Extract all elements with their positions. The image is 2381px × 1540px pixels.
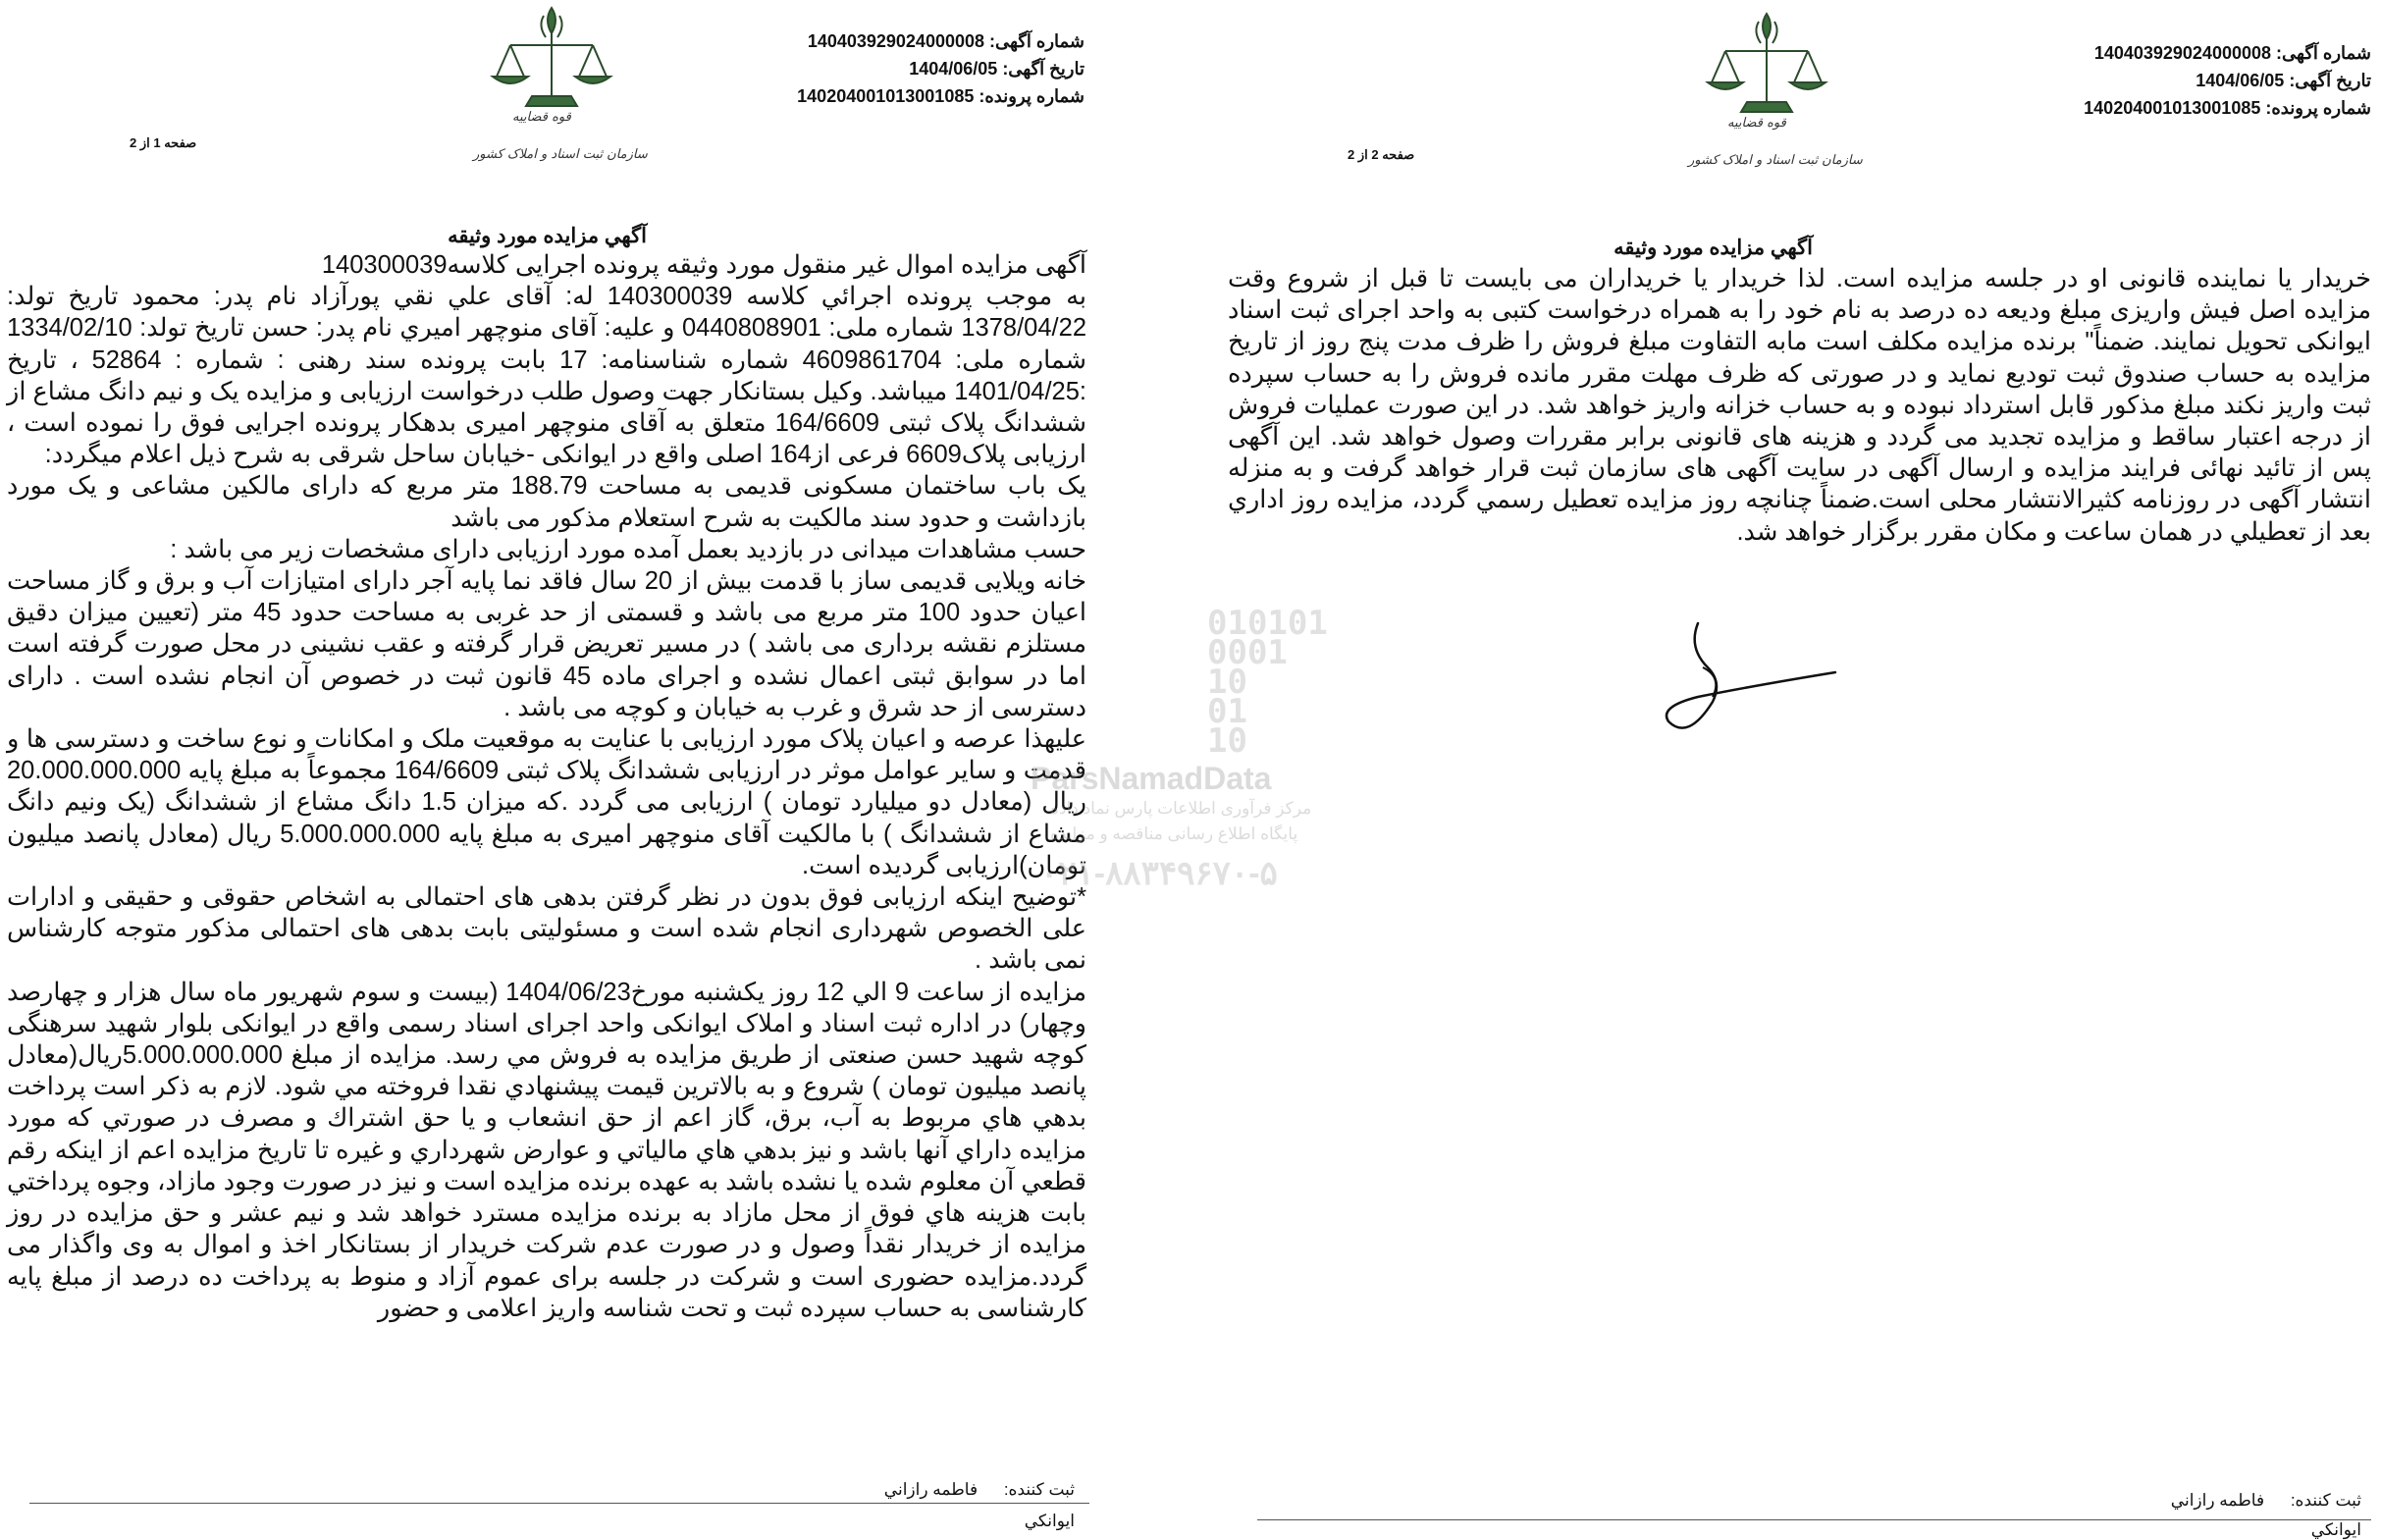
footer-divider — [29, 1503, 1089, 1504]
emblem-line-1: قوه قضاییه — [512, 110, 571, 125]
judiciary-emblem — [453, 0, 669, 182]
ad-meta — [1959, 39, 2371, 122]
ad-number-row — [1959, 39, 2371, 67]
emblem-line-2: سازمان ثبت اسناد و املاک کشور — [1688, 153, 1863, 168]
ad-number: 140403929024000008 — [2093, 43, 2272, 63]
watermark-tagline-2: پایگاه اطلاع رسانی مناقصه و مزایده — [1050, 824, 1298, 843]
ad-page-1 — [0, 0, 1094, 1530]
registrar-name: فاطمه رازاني — [2170, 1491, 2265, 1510]
ad-title: آگهي مزايده مورد وثيقه — [1614, 237, 1813, 259]
watermark-brand: ParsNamadData — [1031, 761, 1272, 796]
case-number-row — [1959, 94, 2371, 122]
ad-number: 140403929024000008 — [807, 31, 985, 51]
ad-title: آگهي مزايده مورد وثيقه — [448, 225, 647, 247]
ad-number-row — [672, 27, 1085, 55]
case-number: 140204001013001085 — [797, 86, 975, 106]
ad-page-2 — [1222, 0, 2381, 1539]
page-count: صفحه 2 از 2 — [1348, 147, 1415, 162]
emblem-line-2: سازمان ثبت اسناد و املاک کشور — [473, 147, 648, 162]
ad-number-label: شماره آگهی: — [989, 31, 1085, 51]
ad-date-label: تاریخ آگهی: — [2289, 71, 2371, 90]
registrar-city: ايوانکي — [2310, 1520, 2361, 1539]
page-count: صفحه 1 از 2 — [130, 135, 197, 150]
watermark-phone: ۰۲۱-۸۸۳۴۹۶۷۰-۵ — [1040, 855, 1278, 892]
registrar-name: فاطمه رازاني — [883, 1480, 979, 1499]
ad-meta — [672, 27, 1085, 110]
registrar-city: ايوانکي — [1024, 1512, 1075, 1530]
registrar-label: ثبت کننده: — [1003, 1480, 1075, 1499]
ad-date-row — [1959, 67, 2371, 94]
ad-date-row — [672, 55, 1085, 82]
signature-icon — [1649, 609, 1845, 756]
footer-divider — [1257, 1519, 2371, 1520]
ad-number-label: شماره آگهی: — [2276, 43, 2371, 63]
registrar — [884, 1480, 1075, 1500]
ad-date: 1404/06/05 — [909, 59, 998, 79]
registrar — [2171, 1491, 2361, 1511]
watermark-tagline-1: مرکز فرآوری اطلاعات پارس نماد داده — [1050, 799, 1312, 818]
ad-body-text: آگهی مزایده اموال غیر منقول مورد وثیقه پرونده اجرایی کلاسه140300039 به موجب پرونده اجرائي کلاسه 140300039 له: آقای علي نقي پورآزاد نام پدر: محمود تاريخ تولد: 1378/04/22 شماره ملی: 0440808901 و علیه: آقای منوچهر اميري نام پدر: حسن تاريخ تولد: 1334/02/10 شماره ملی: 4609861704 شماره شناسنامه: 17 بابت پرونده سند رهنی : شماره : 52864 ، تاریخ :1401/04/25 میباشد. وکیل بستانکار جهت وصول طلب درخواست ارزیابی و مزایده یک و نیم دانگ مشاع از ششدانگ پلاک ثبتی 164/6609 متعلق به آقای منوچهر امیری بدهکار پرونده اجرایی فوق را نموده است ، ارزیابی پلاک6609 فرعی از164 اصلی واقع در ایوانکی -خیابان ساحل شرقی به شرح ذیل اعلام میگردد: یک باب ساختمان مسکونی قدیمی به مساحت 188.79 متر مربع که دارای مالکین مشاعی و یک مورد بازداشت و حدود سند مالکیت به شرح استعلام مذکور می باشد حسب مشاهدات میدانی در بازدید بعمل آمده مورد ارزیابی دارای مشخصات زیر می باشد : خانه ویلایی قدیمی ساز با قدمت بیش از 20 سال فاقد نما پایه آجر دارای امتیازات آب و برق و گاز مساحت اعیان حدود 100 متر مربع می باشد و قسمتی از حد غربی به مساحت حدود 45 متر (تعیین میزان دقیق مستلزم نقشه برداری می باشد ) در مسیر تعریض قرار گرفته و عقب نشینی در محل صورت گرفته است اما در سوابق ثبتی اعمال نشده و اجرای ماده 45 قانون ثبت در خصوص آن انجام نشده است . دارای دسترسی از حد شرق و غرب به خیابان و کوچه می باشد . علیهذا عرصه و اعیان پلاک مورد ارزیابی با عنایت به موقعیت ملک و امکانات و نوع ساخت و دسترسی ها و قدمت و سایر عوامل موثر در ارزیابی ششدانگ پلاک ثبتی 164/6609 مجموعاً به مبلغ پایه 20.000.000.000 ریال (معادل دو میلیارد تومان ) ارزیابی می گردد .که میزان 1.5 دانگ مشاع از ششدانگ (یک ونیم دانگ مشاع از ششدانگ ) با مالکیت آقای منوچهر امیری به مبلغ پایه 5.000.000.000 ریال (معادل پانصد میلیون تومان)ارزیابی گردیده است. *توضیح اینکه ارزیابی فوق بدون در نظر گرفتن بدهی های احتمالی به اشخاص حقوقی و حقیقی و ادارات علی الخصوص شهرداری انجام شده است و مسئولیتی بابت بدهی های احتمالی مذکور متوجه کارشناس نمی باشد . مزایده از ساعت 9 الي 12 روز يکشنبه مورخ1404/06/23 (بيست و سوم شهريور ماه سال هزار و چهارصد وچهار) در اداره ثبت اسناد و املاک ایوانکی واحد اجرای اسناد رسمی واقع در ایوانکی بلوار شهید سرهنگی کوچه شهید حسن صنعتی از طریق مزایده به فروش مي رسد. مزايده از مبلغ 5.000.000.000ريال(معادل پانصد ميليون تومان ) شروع و به بالاترين قيمت پيشنهادي نقدا فروخته مي شود. لازم به ذکر است پرداخت بدهي هاي مربوط به آب، برق، گاز اعم از حق انشعاب و يا حق اشتراك و مصرف در صورتي که مورد مزايده داراي آنها باشد و نيز بدهي هاي مالياتي و عوارض شهرداري و غيره تا تاريخ مزايده اعم از اينکه رقم قطعي آن معلوم شده يا نشده باشد به عهده برنده مزايده است و نيز در صورت وجود مازاد، وجوه پرداختي بابت هزينه هاي فوق از محل مازاد به برنده مزايده مسترد خواهد شد و نيم عشر و حق مزايده در روز مزايده از خريدار نقداً وصول و در صورت عدم شرکت خريدار از بستانکار اخذ و اموال به وی واگذار می گردد.مزایده حضوری است و شرکت در جلسه برای عموم آزاد و منوط به پرداخت ده درصد از مبلغ پایه کارشناسی به حساب سپرده ثبت و تحت شناسه واریز اعلامی و حضور — [7, 251, 1087, 1322]
case-number: 140204001013001085 — [2084, 98, 2261, 118]
emblem-line-1: قوه قضاییه — [1727, 116, 1786, 131]
case-number-label: شماره پرونده: — [979, 86, 1085, 106]
case-number-label: شماره پرونده: — [2265, 98, 2371, 118]
ad-date-label: تاریخ آگهی: — [1002, 59, 1085, 79]
registrar-label: ثبت کننده: — [2290, 1491, 2361, 1510]
ad-body-text: خریدار یا نماینده قانونی او در جلسه مزایده است. لذا خریدار یا خریداران می بایست تا قبل از شروع وقت مزایده اصل فیش واریزی مبلغ ودیعه ده درصد به نام خود را به همراه درخواست کتبی به واحد اجرای ثبت اسناد ایوانکی تحویل نمایند. ضمناً" برنده مزایده مکلف است مابه التفاوت مبلغ فروش را ظرف مدت پنج روز از تاریخ مزایده به حساب صندوق ثبت تودیع نماید و در صورتی که ظرف مهلت مقرر مانده فروش را به حساب سپرده ثبت واریز نکند مبلغ مذکور قابل استرداد نبوده و به حساب خزانه واریز خواهد شد. در این صورت عملیات فروش از درجه اعتبار ساقط و مزایده تجدید می گردد و هزینه های قانونی برابر مقررات وصول خواهد شد. این آگهی پس از تائید نهائی فرایند مزایده و ارسال آگهی در سایت آگهی های سازمان ثبت قرار خواهد گرفت و به منزله انتشار آگهی در روزنامه کثیرالانتشار محلی است.ضمناً چنانچه روز مزايده تعطيل رسمي گردد، مزايده روز اداري بعد از تعطيلي در همان ساعت و مکان مقرر برگزار خواهد شد. — [1228, 265, 2371, 546]
case-number-row — [672, 82, 1085, 110]
watermark-binary: 010101 0001 10 01 10 — [1207, 604, 1328, 761]
ad-date: 1404/06/05 — [2196, 71, 2285, 90]
judiciary-emblem — [1668, 6, 1884, 187]
